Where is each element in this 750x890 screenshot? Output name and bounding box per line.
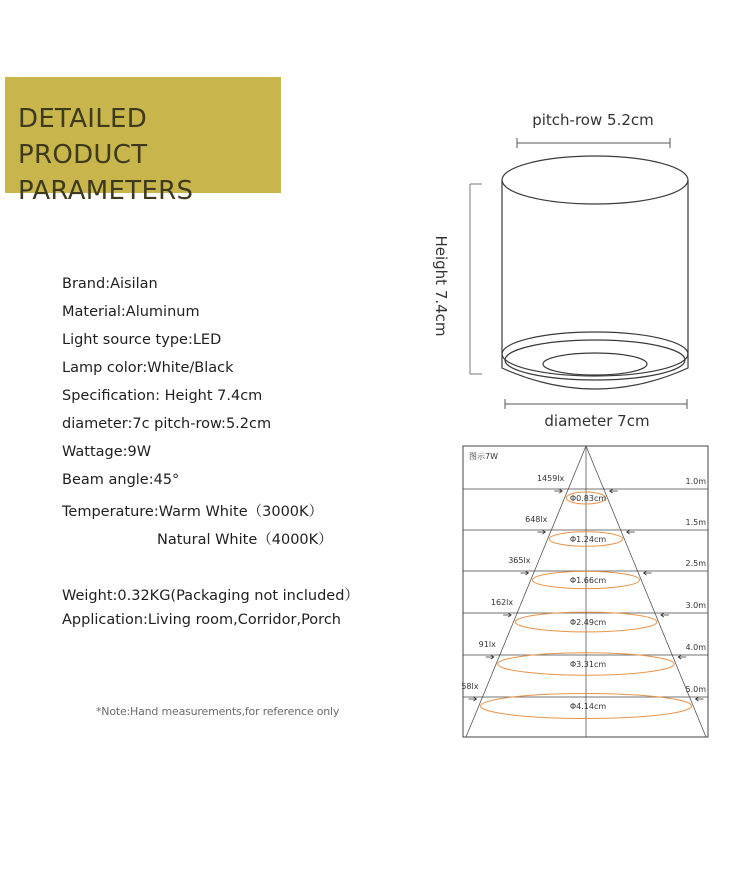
distance-label: 1.5m [685,518,706,527]
spec-temperature-natural: Natural White（4000K） [157,532,333,548]
distance-label: 3.0m [685,601,706,610]
lux-label: 91lx [478,640,496,649]
spot-diameter-label: Φ0.83cm [569,494,607,503]
spec-specification: Specification: Height 7.4cm [62,388,263,404]
height-label: Height 7.4cm [432,235,450,337]
lamp-body [502,156,688,389]
spec-weight: Weight:0.32KG(Packaging not included） [62,588,359,604]
spec-wattage: Wattage:9W [62,444,152,460]
beam-chart [461,446,708,737]
spot-diameter-label: Φ4.14cm [569,702,607,711]
distance-label: 1.0m [685,477,706,486]
spec-diameter: diameter:7c pitch-row:5.2cm [62,416,272,432]
spot-diameter-label: Φ1.24cm [569,535,607,544]
lux-label: 162lx [490,598,514,607]
distance-label: 2.5m [685,559,706,568]
distance-label: 4.0m [685,643,706,652]
diameter-label: diameter 7cm [544,412,650,430]
spec-brand: Brand:Aisilan [62,276,158,292]
lux-label: 1459lx [536,474,565,483]
spot-diameter-label: Φ2.49cm [569,618,607,627]
spec-application: Application:Living room,Corridor,Porch [62,612,341,628]
beam-chart-title: 图示7W [469,452,498,461]
spot-diameter-label: Φ3.31cm [569,660,607,669]
lamp-diagram [432,111,688,430]
pitch-row-label: pitch-row 5.2cm [532,111,654,129]
section-title-line-1: DETAILED PRODUCT [18,104,148,170]
spec-material: Material:Aluminum [62,304,200,320]
section-title-line-2: PARAMETERS [18,176,194,206]
lux-label: 648lx [525,515,548,524]
spec-beam-angle: Beam angle:45° [62,472,180,488]
spec-light-source: Light source type:LED [62,332,222,348]
lux-label: 365lx [508,556,531,565]
lux-label: 58lx [461,682,479,691]
measurement-note: *Note:Hand measurements,for reference only [96,705,340,718]
distance-label: 5.0m [685,685,706,694]
spot-diameter-label: Φ1.66cm [569,576,607,585]
spec-lamp-color: Lamp color:White/Black [62,360,234,376]
spec-temperature: Temperature:Warm White（3000K） [62,504,324,520]
